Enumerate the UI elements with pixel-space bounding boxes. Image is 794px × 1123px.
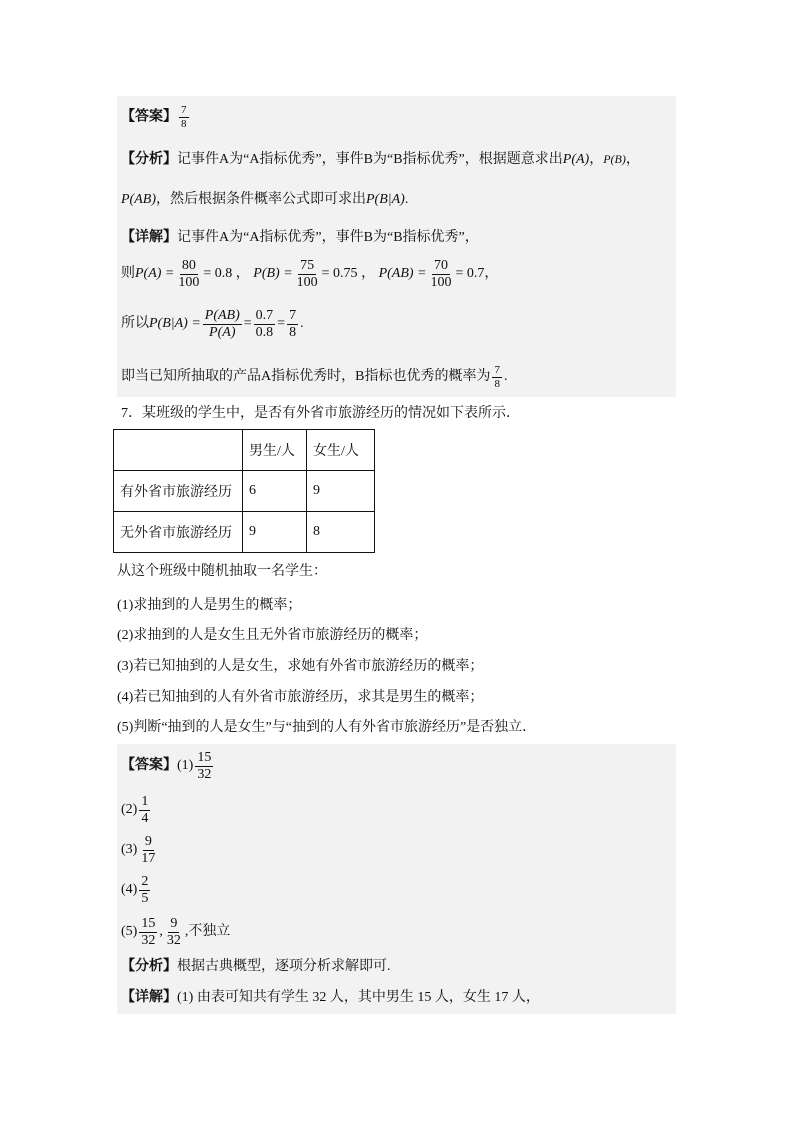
question-part-5: (5)判断“抽到的人是女生”与“抽到的人有外省市旅游经历”是否独立． — [117, 720, 537, 735]
answer-1-fraction: $\frac{15}{32}$ — [197, 749, 212, 782]
answer-4: (4) $\frac{2}{5}$ — [121, 873, 149, 906]
question-part-1: (1)求抽到的人是男生的概率； — [117, 598, 302, 613]
pb-fraction: $\frac{75}{100}$ — [296, 257, 318, 290]
detail-line-probabilities: 则 P(A) = $\frac{80}{100}$ = 0.8 ， P(B) = $\frac{75}{100}$ = 0.75 ， P(AB) = $\frac{70}{100}$ = 0.7 ， — [121, 257, 499, 290]
cond-fraction-3: $\frac{7}{8}$ — [289, 307, 297, 340]
pa-fraction: $\frac{80}{100}$ — [178, 257, 200, 290]
analysis-line-2: P(AB)，然后根据条件概率公式即可求出P(B|A). — [121, 192, 409, 207]
detail-line-1: 【详解】记事件A为“A指标优秀”，事件B为“B指标优秀”， — [121, 230, 479, 245]
analysis-line-1: 【分析】记事件A为“A指标优秀”，事件B为“B指标优秀”，根据题意求出P(A)，P(B)， — [121, 152, 640, 167]
table-row: 无外省市旅游经历 9 8 — [114, 512, 375, 553]
answer-2: (2) $\frac{1}{4}$ — [121, 793, 149, 826]
answer-5-fraction-2: $\frac{9}{32}$ — [166, 915, 181, 948]
detail-line-conditional: 所以 P(B|A) = $\frac{P(AB)}{P(A)}$ = $\frac{0.7}{0.8}$ = $\frac{7}{8}$ . — [121, 307, 304, 340]
answer-5: (5) $\frac{15}{32}$ , $\frac{9}{32}$ ,不独立 — [121, 915, 231, 948]
detail-line-block2: 【详解】(1) 由表可知共有学生 32 人，其中男生 15 人，女生 17 人， — [121, 990, 540, 1005]
question-stem: 7．某班级的学生中，是否有外省市旅游经历的情况如下表所示． — [121, 406, 520, 421]
question-intro: 从这个班级中随机抽取一名学生： — [117, 564, 327, 579]
answer-2-fraction: $\frac{1}{4}$ — [141, 793, 149, 826]
conclusion-line: 即当已知所抽取的产品A指标优秀时，B指标也优秀的概率为 $\frac{7}{8}$ . — [121, 363, 508, 390]
answer-line-1 — [121, 105, 191, 130]
question-part-3: (3)若已知抽到的人是女生，求她有外省市旅游经历的概率； — [117, 659, 484, 674]
answer-line-2: 【答案】 (1) $\frac{15}{32}$ — [121, 749, 212, 782]
answer-fraction: $\frac{7}{8}$ — [181, 104, 187, 130]
table-row: 有外省市旅游经历 6 9 — [114, 471, 375, 512]
answer-5-fraction-1: $\frac{15}{32}$ — [141, 915, 156, 948]
cond-fraction-1: $\frac{P(AB)}{P(A)}$ — [204, 307, 240, 340]
conclusion-fraction: $\frac{7}{8}$ — [494, 363, 500, 390]
answer-tag: 【答案】 — [121, 109, 177, 125]
detail-tag: 【详解】 — [121, 230, 177, 245]
analysis-tag: 【分析】 — [121, 152, 177, 167]
answer-4-fraction: $\frac{2}{5}$ — [141, 873, 149, 906]
question-part-2: (2)求抽到的人是女生且无外省市旅游经历的概率； — [117, 628, 428, 643]
answer-3-fraction: $\frac{9}{17}$ — [141, 833, 156, 866]
analysis-line-block2: 【分析】根据古典概型，逐项分析求解即可. — [121, 959, 391, 974]
answer-3: (3) $\frac{9}{17}$ — [121, 833, 156, 866]
travel-table — [113, 429, 375, 553]
question-part-4: (4)若已知抽到的人有外省市旅游经历，求其是男生的概率； — [117, 690, 484, 705]
cond-fraction-2: $\frac{0.7}{0.8}$ — [255, 307, 274, 340]
table-header-row: 男生/人 女生/人 — [114, 430, 375, 471]
pab-fraction: $\frac{70}{100}$ — [430, 257, 452, 290]
